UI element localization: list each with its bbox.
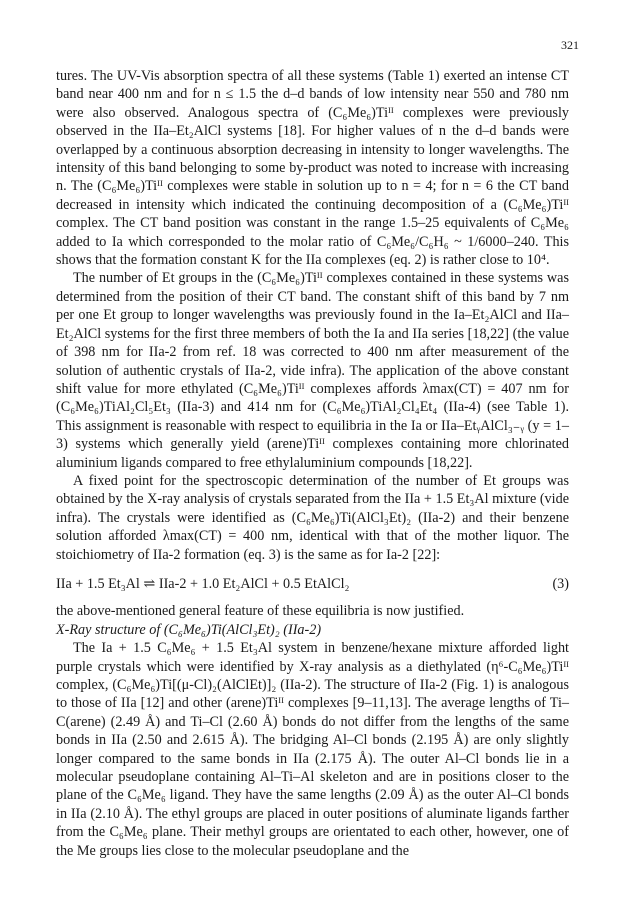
paragraph: The number of Et groups in the (C₆Me₆)Tiᴵᴵ complexes contained in these systems was determined from the position of their CT band. The constant shift of this band by 7 nm per one Et group to longer wavelengths was previously found in the Ia–Et₂AlCl and IIa–Et₂AlCl systems for the first three members of both the Ia and IIa series [18,22] (the value of 398 nm for IIa-2 from ref. 18 was corrected to 400 nm after measurement of the solution of authentic crystals of IIa-2, vide infra). The application of the above constant shift value for more ethylated (C₆Me₆)Tiᴵᴵ complexes affords λmax(CT) = 407 nm for (C₆Me₆)TiAl₂Cl₅Et₃ (IIa-3) and 414 nm for (C₆Me₆)TiAl₂Cl₄Et₄ (IIa-4) (see Table 1). This assignment is reasonable with respect to equilibria in the Ia or IIa–EtᵧAlCl₃₋ᵧ (y = 1–3) systems which generally yield (arene)Tiᴵᴵ complexes containing more chlorinated aluminium ligands compared to free ethylaluminium compounds [18,22].	[56, 270, 569, 471]
equation-3	[56, 575, 569, 593]
paragraph: tures. The UV-Vis absorption spectra of all these systems (Table 1) exerted an intense CT band near 400 nm and for n ≤ 1.5 the d–d bands of low intensity near 550 and 780 nm were also observed. Analogous spectra of (C₆Me₆)Tiᴵᴵ complexes were previously observed in the IIa–Et₂AlCl systems [18]. For higher values of n the d–d bands were overlapped by a continuous absorption decreasing in intensity to longer wavelengths. The intensity of this band belonging to some by-product was noted to increase with increasing n. The (C₆Me₆)Tiᴵᴵ complexes were stable in solution up to n = 4; for n = 6 the CT band decreased in intensity which indicated the continuing decomposition of a (C₆Me₆)Tiᴵᴵ complex. The CT band position was constant in the range 1.5–25 equivalents of C₆Me₆ added to Ia which corresponded to the molar ratio of C₆Me₆/C₆H₆ ~ 1/6000–240. This shows that the formation constant K for the IIa complexes (eq. 2) is rather close to 10⁴.	[56, 68, 569, 269]
equation-number: (3)	[552, 575, 569, 592]
section-heading: X-Ray structure of (C₆Me₆)Ti(AlCl₃Et)₂ (IIa-2)	[56, 621, 322, 638]
equation-text: IIa + 1.5 Et₃Al ⇌ IIa-2 + 1.0 Et₂AlCl + 0.5 EtAlCl₂	[56, 575, 350, 592]
paragraph: the above-mentioned general feature of these equilibria is now justified.	[56, 603, 465, 620]
paragraph: A fixed point for the spectroscopic determination of the number of Et groups was obtained by the X-ray analysis of crystals separated from the IIa + 1.5 Et₃Al mixture (vide infra). The crystals were identified as (C₆Me₆)Ti(AlCl₃Et)₂ (IIa-2) and their benzene solution afforded λmax(CT) = 400 nm, identical with that of the mother liquor. The stoichiometry of IIa-2 formation (eq. 3) is the same as for Ia-2 [22]:	[56, 472, 569, 563]
body-text	[56, 67, 569, 860]
page-number: 321	[561, 38, 579, 52]
paragraph: The Ia + 1.5 C₆Me₆ + 1.5 Et₃Al system in benzene/hexane mixture afforded light purple crystals which were identified by X-ray analysis as a diethylated (η⁶-C₆Me₆)Tiᴵᴵ complex, (C₆Me₆)Ti[(μ-Cl)₂(AlClEt)]₂ (IIa-2). The structure of IIa-2 (Fig. 1) is analogous to those of IIa [12] and other (arene)Tiᴵᴵ complexes [9–11,13]. The average lengths of Ti–C(arene) (2.49 Å) and Ti–Cl (2.60 Å) bonds do not differ from the lengths of the same bonds in IIa (2.50 and 2.615 Å). The bridging Al–Cl bonds (2.195 Å) are only slightly longer compared to the same bonds in IIa (2.175 Å). The outer Al–Cl bonds lie in a molecular pseudoplane containing Al–Ti–Al skeleton and are in positions closer to the plane of the C₆Me₆ ligand. They have the same lengths (2.09 Å) as the outer Al–Cl bonds in IIa (2.10 Å). The ethyl groups are placed in outer positions of aluminate ligands farther from the C₆Me₆ plane. Their methyl groups are orientated to each other, however, one of the Me groups lies close to the molecular pseudoplane and the	[56, 640, 569, 859]
